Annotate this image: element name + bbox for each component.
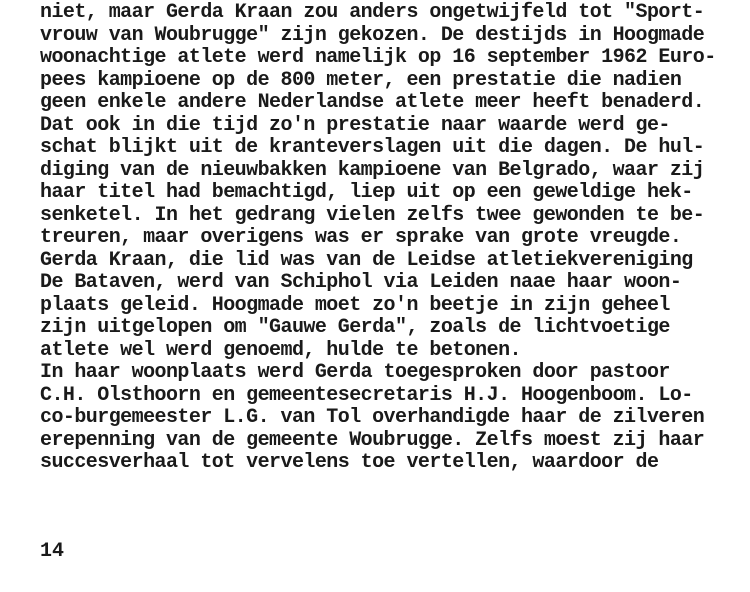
text-line: schat blijkt uit de kranteverslagen uit die dagen. De hul- bbox=[40, 136, 705, 159]
text-line: haar titel had bemachtigd, liep uit op een geweldige hek- bbox=[40, 181, 693, 204]
text-line: atlete wel werd genoemd, hulde te betonen. bbox=[40, 338, 521, 362]
text-line: co-burgemeester L.G. van Tol overhandigde haar de zilveren bbox=[40, 406, 705, 429]
text-line: plaats geleid. Hoogmade moet zo'n beetje in zijn geheel bbox=[40, 293, 670, 317]
text-line: vrouw van Woubrugge" zijn gekozen. De destijds in Hoogmade bbox=[40, 23, 705, 47]
text-line: Gerda Kraan, die lid was van de Leidse atletiekvereniging bbox=[40, 248, 693, 272]
text-line: diging van de nieuwbakken kampioene van Belgrado, waar zij bbox=[40, 158, 705, 182]
body-text bbox=[40, 2, 745, 475]
text-line: C.H. Olsthoorn en gemeentesecretaris H.J. Hoogenboom. Lo- bbox=[40, 383, 693, 407]
text-line: treuren, maar overigens was er sprake van grote vreugde. bbox=[40, 226, 682, 249]
text-line: Dat ook in die tijd zo'n prestatie naar waarde werd ge- bbox=[40, 113, 670, 137]
text-line: In haar woonplaats werd Gerda toegesproken door pastoor bbox=[40, 361, 670, 384]
text-line: woonachtige atlete werd namelijk op 16 september 1962 Euro- bbox=[40, 46, 716, 69]
text-line: geen enkele andere Nederlandse atlete meer heeft benaderd. bbox=[40, 91, 705, 114]
text-line: senketel. In het gedrang vielen zelfs twee gewonden te be- bbox=[40, 203, 705, 227]
text-line: erepenning van de gemeente Woubrugge. Zelfs moest zij haar bbox=[40, 428, 705, 452]
text-line: succesverhaal tot vervelens toe vertellen, waardoor de bbox=[40, 451, 659, 474]
text-line: zijn uitgelopen om "Gauwe Gerda", zoals de lichtvoetige bbox=[40, 316, 670, 339]
text-line: pees kampioene op de 800 meter, een prestatie die nadien bbox=[40, 68, 682, 92]
text-line: niet, maar Gerda Kraan zou anders ongetwijfeld tot "Sport- bbox=[40, 1, 705, 24]
page-number: 14 bbox=[40, 540, 65, 563]
text-line: De Bataven, werd van Schiphol via Leiden naae haar woon- bbox=[40, 271, 682, 294]
